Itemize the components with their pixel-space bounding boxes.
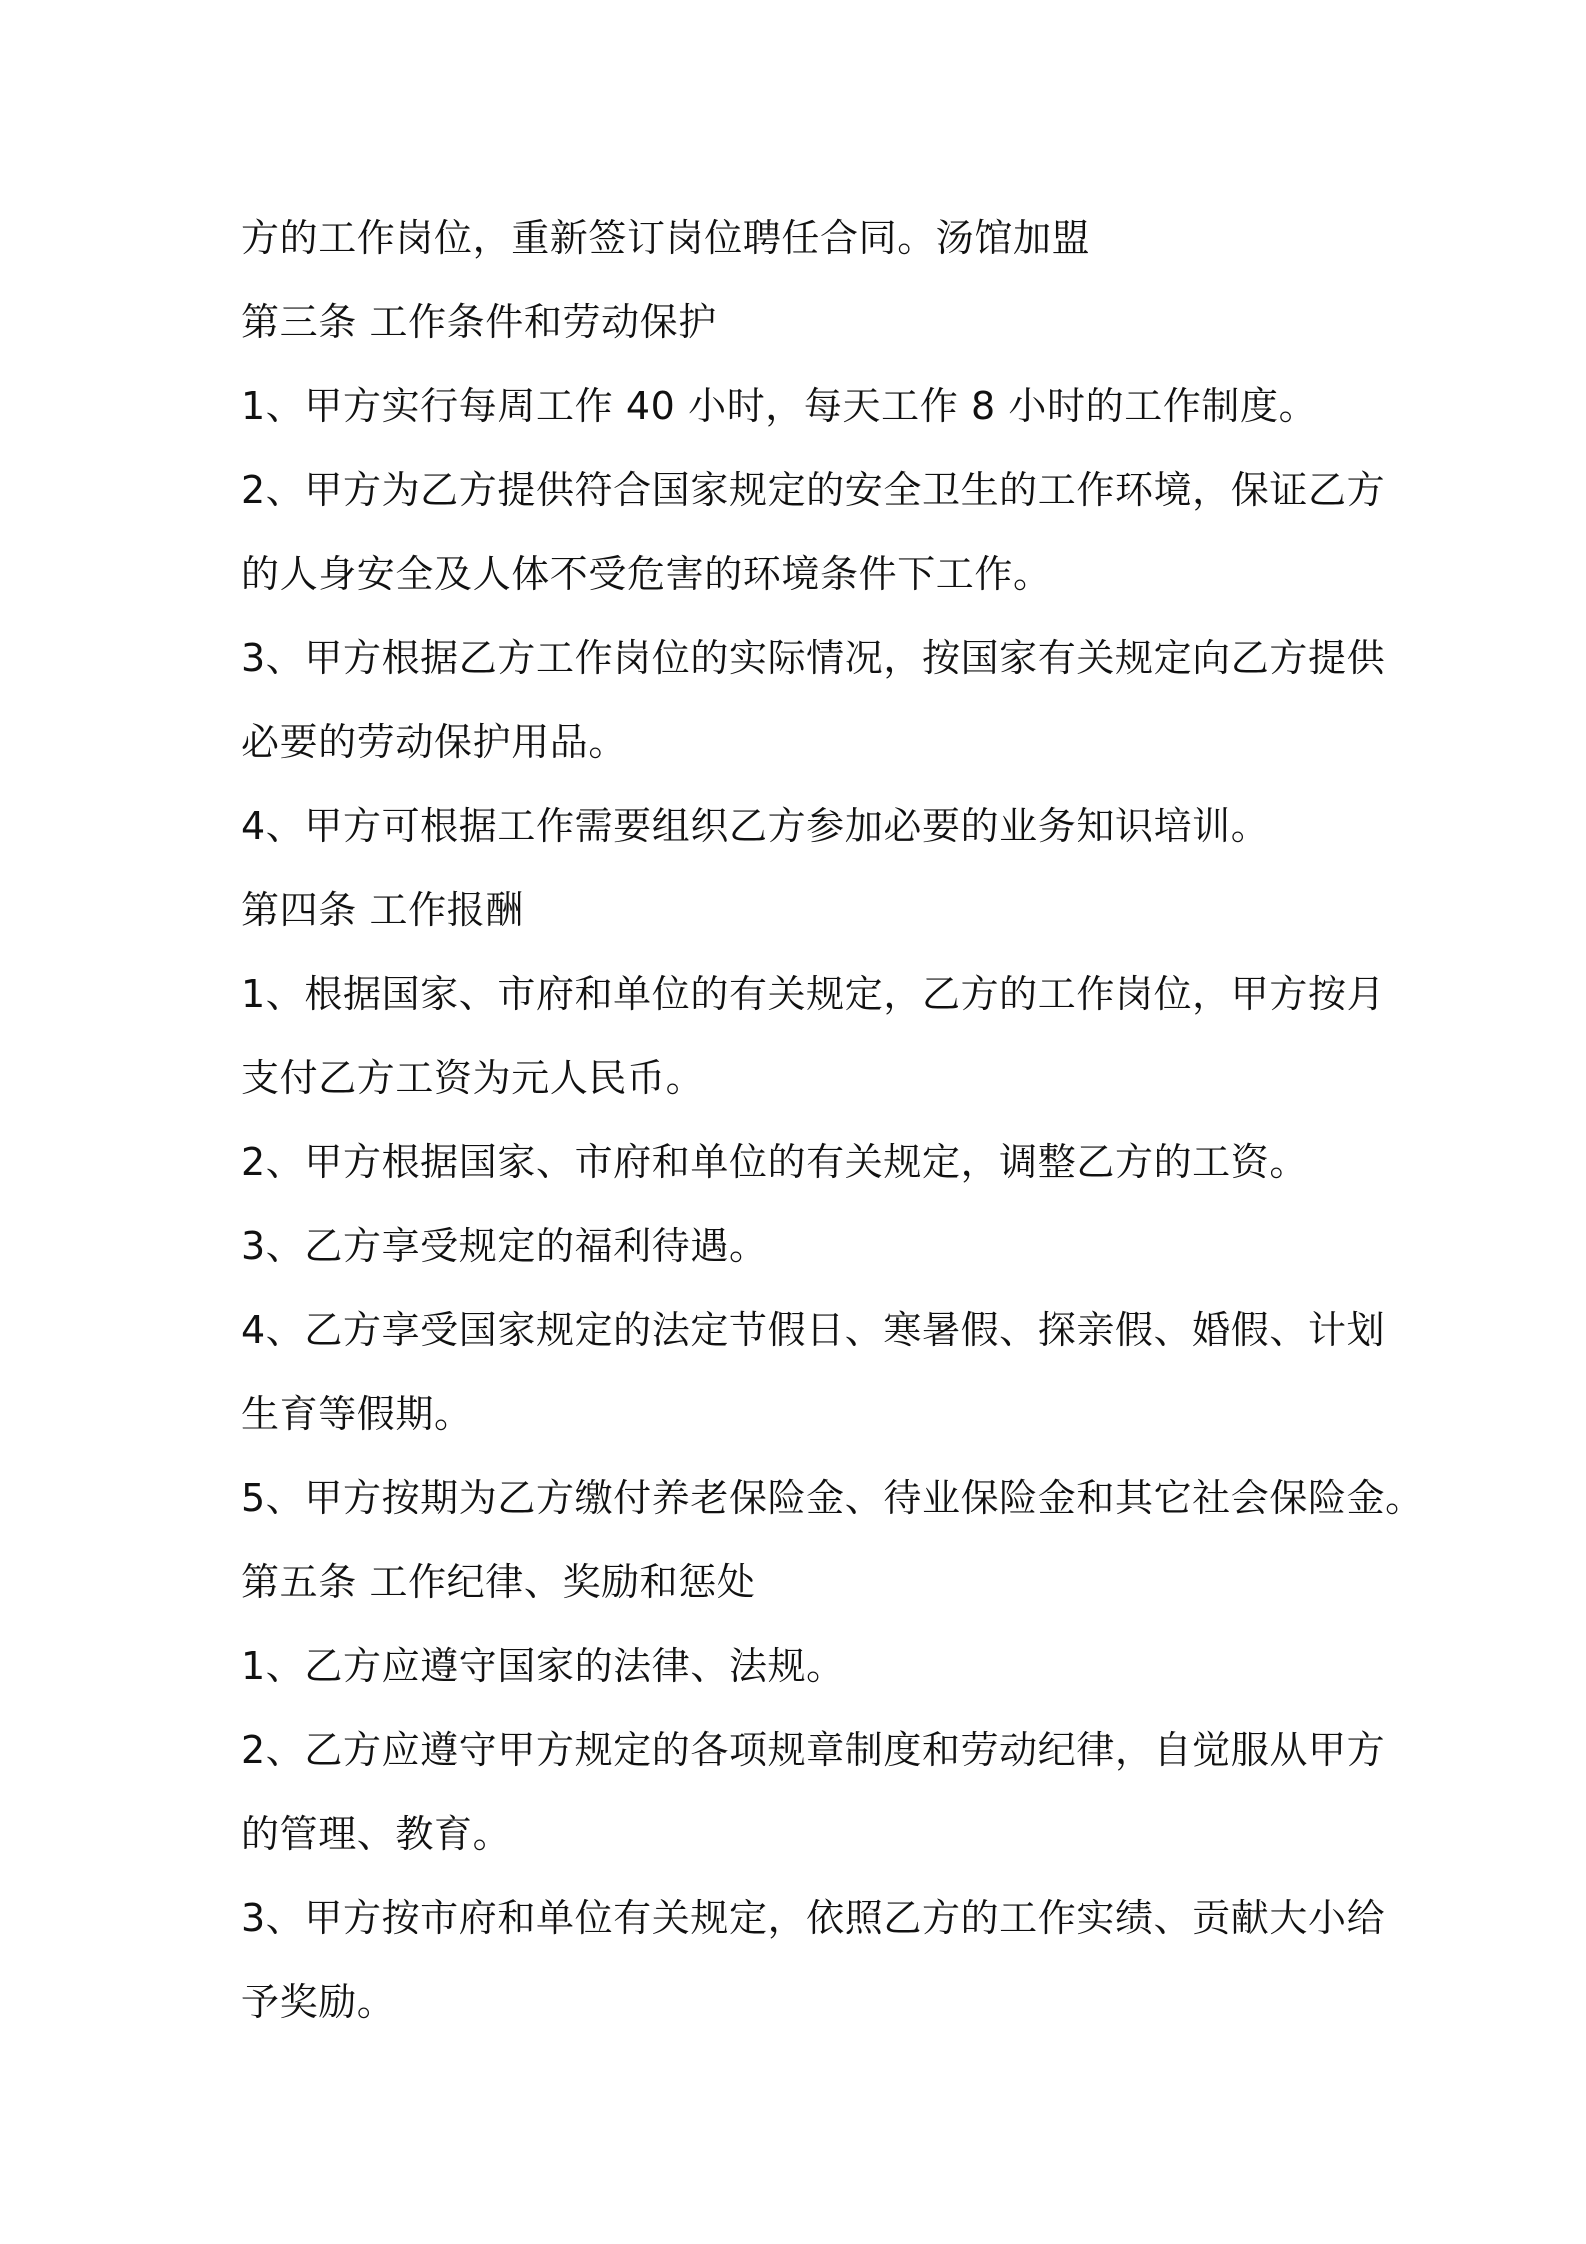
text-line: 予奖励。 <box>241 1980 396 2024</box>
text-line: 1、乙方应遵守国家的法律、法规。 <box>241 1644 845 1688</box>
text-line: 5、甲方按期为乙方缴付养老保险金、待业保险金和其它社会保险金。 <box>241 1476 1424 1520</box>
text-line: 方的工作岗位，重新签订岗位聘任合同。汤馆加盟 <box>241 216 1091 260</box>
text-line: 必要的劳动保护用品。 <box>241 720 628 764</box>
text-line: 4、乙方享受国家规定的法定节假日、寒暑假、探亲假、婚假、计划 <box>241 1308 1386 1352</box>
text-line: 的人身安全及人体不受危害的环境条件下工作。 <box>241 552 1052 596</box>
section-heading: 第三条 工作条件和劳动保护 <box>241 300 717 344</box>
text-line: 2、甲方为乙方提供符合国家规定的安全卫生的工作环境，保证乙方 <box>241 468 1386 512</box>
text-line: 1、根据国家、市府和单位的有关规定，乙方的工作岗位，甲方按月 <box>241 972 1386 1016</box>
text-line: 3、甲方根据乙方工作岗位的实际情况，按国家有关规定向乙方提供 <box>241 636 1386 680</box>
text-line: 2、甲方根据国家、市府和单位的有关规定，调整乙方的工资。 <box>241 1140 1308 1184</box>
text-line: 的管理、教育。 <box>241 1812 512 1856</box>
text-line: 支付乙方工资为元人民币。 <box>241 1056 705 1100</box>
text-line: 4、甲方可根据工作需要组织乙方参加必要的业务知识培训。 <box>241 804 1270 848</box>
section-heading: 第五条 工作纪律、奖励和惩处 <box>241 1560 756 1604</box>
text-line: 生育等假期。 <box>241 1392 473 1436</box>
text-line: 2、乙方应遵守甲方规定的各项规章制度和劳动纪律，自觉服从甲方 <box>241 1728 1386 1772</box>
text-line: 1、甲方实行每周工作 40 小时，每天工作 8 小时的工作制度。 <box>241 384 1318 428</box>
document-body <box>241 196 1424 2044</box>
section-heading: 第四条 工作报酬 <box>241 888 524 932</box>
text-line: 3、乙方享受规定的福利待遇。 <box>241 1224 768 1268</box>
text-line: 3、甲方按市府和单位有关规定，依照乙方的工作实绩、贡献大小给 <box>241 1896 1386 1940</box>
